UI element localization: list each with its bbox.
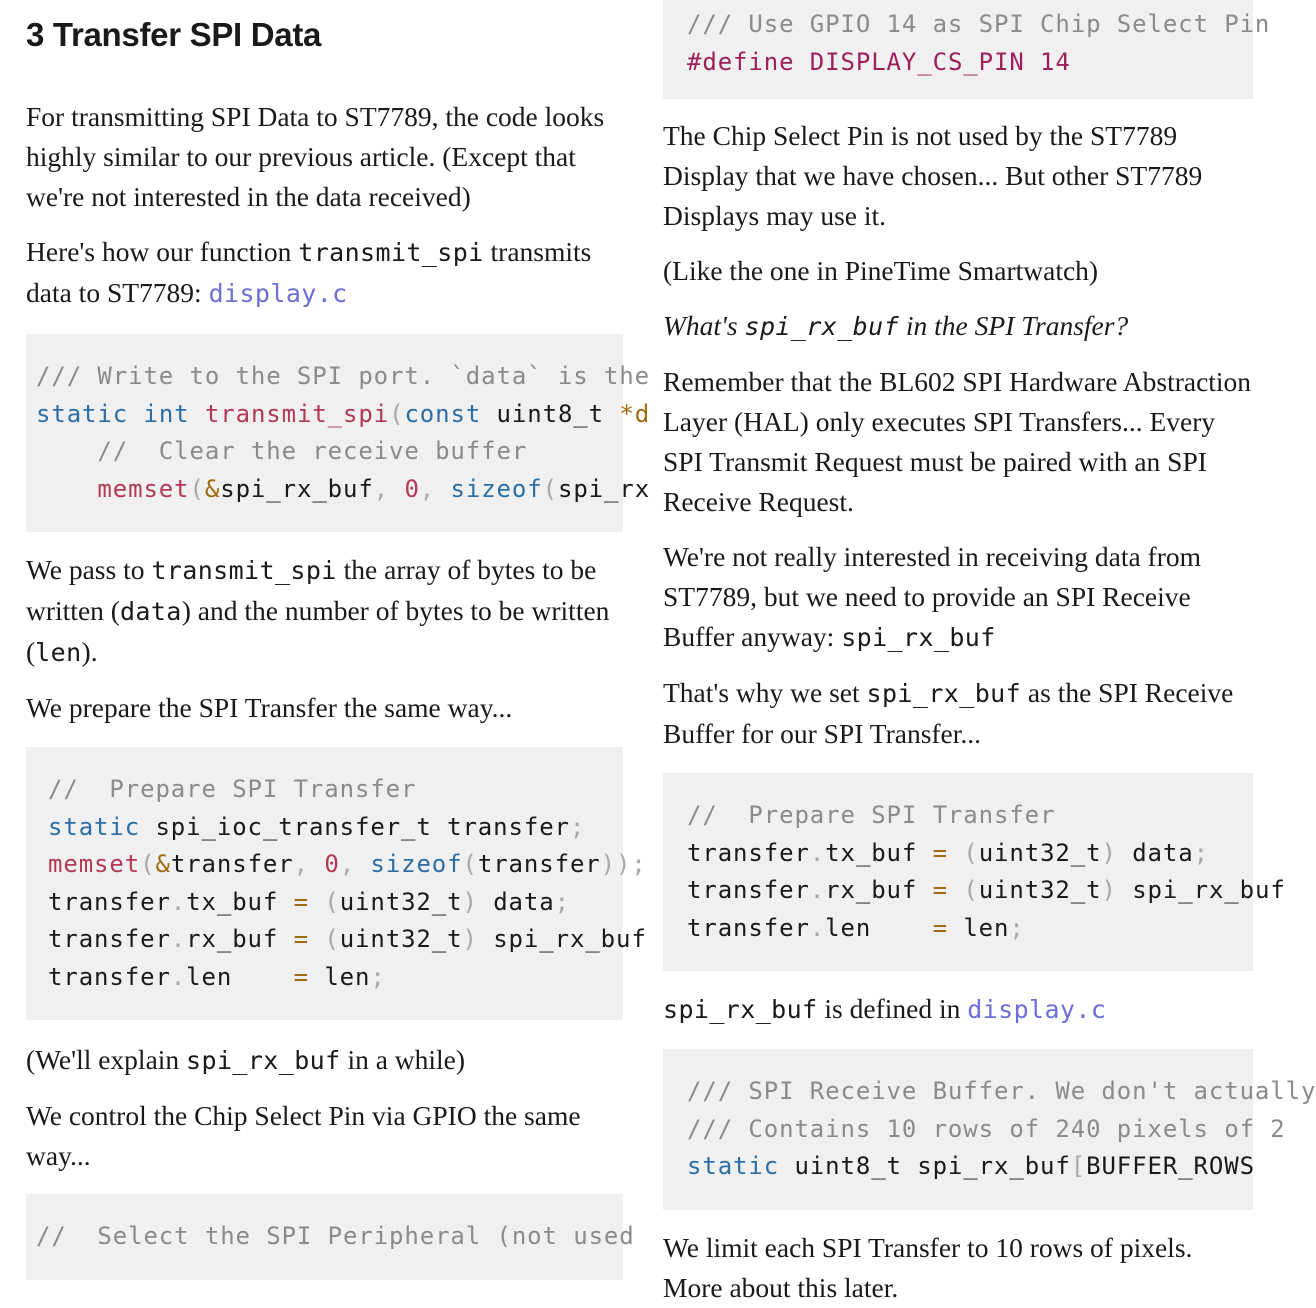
inline-code-transmit-spi: transmit_spi (298, 238, 484, 267)
code-line: /// SPI Receive Buffer. We don't actually (687, 1077, 1316, 1105)
display-c-link[interactable]: display.c (967, 995, 1107, 1024)
inline-code-spi-rx-buf: spi_rx_buf (744, 312, 900, 341)
paragraph-explain-later: (We'll explain spi_rx_buf in a while) (26, 1044, 466, 1075)
code-block-receive-buffer (663, 1049, 1316, 1210)
paragraph-hal: Remember that the BL602 SPI Hardware Abstraction Layer (HAL) only executes SPI Transfers... Every SPI Transmit Request must be paired with an SPI Receive Request. (663, 366, 1252, 517)
code-line: #define DISPLAY_CS_PIN 14 (687, 47, 1071, 76)
right-column (663, 0, 1316, 1303)
code-line: transfer.rx_buf = (uint32_t) spi_rx_buf (48, 925, 647, 953)
code-block-transmit-spi (26, 334, 651, 532)
code-line: /// Contains 10 rows of 240 pixels of 2 (687, 1114, 1286, 1143)
code-block-select-peripheral (26, 1194, 635, 1280)
code-line: transfer.rx_buf = (uint32_t) spi_rx_buf (687, 876, 1286, 904)
paragraph-prepare: We prepare the SPI Transfer the same way... (26, 692, 513, 723)
code-block-prepare-transfer (26, 747, 647, 1020)
left-column (26, 0, 651, 1268)
code-line: // Select the SPI Peripheral (not used (36, 1222, 635, 1250)
paragraph-limit: We limit each SPI Transfer to 10 rows of pixels. More about this later. (663, 1231, 1193, 1303)
code-line: transfer.tx_buf = (uint32_t) data; (687, 838, 1209, 867)
paragraph-receive-buffer: We're not really interested in receiving data from ST7789, but we need to provide an SPI Receive Buffer anyway: spi_rx_buf (663, 541, 1201, 652)
code-block-define-cs-pin (663, 0, 1271, 99)
inline-code-spi-rx-buf: spi_rx_buf (866, 679, 1022, 708)
inline-code-spi-rx-buf: spi_rx_buf (186, 1046, 341, 1075)
code-line: static uint8_t spi_rx_buf[BUFFER_ROWS (687, 1152, 1271, 1180)
inline-code-data: data (119, 597, 182, 626)
paragraph-chip-select: We control the Chip Select Pin via GPIO the same way... (26, 1100, 581, 1171)
code-line: // Prepare SPI Transfer (687, 801, 1056, 829)
paragraph-args: We pass to transmit_spi the array of bytes to be written (data) and the number of bytes to be written (len). (26, 554, 610, 667)
code-line: /// Use GPIO 14 as SPI Chip Select Pin (687, 10, 1271, 38)
code-line: static spi_ioc_transfer_t transfer; (48, 812, 586, 841)
inline-code-transmit-spi: transmit_spi (151, 556, 337, 585)
code-line: /// Write to the SPI port. `data` is the (36, 362, 650, 390)
section-heading: 3 Transfer SPI Data (26, 16, 322, 53)
paragraph-why: That's why we set spi_rx_buf as the SPI Receive Buffer for our SPI Transfer... (663, 677, 1234, 749)
inline-code-spi-rx-buf: spi_rx_buf (663, 995, 818, 1024)
code-line: memset(&spi_rx_buf, 0, sizeof(spi_rx (97, 474, 651, 503)
paragraph-intro: For transmitting SPI Data to ST7789, the code looks highly similar to our previous article. (Except that we're not interested in the data received) (26, 101, 605, 212)
code-line: // Clear the receive buffer (36, 437, 528, 465)
paragraph-pinetime: (Like the one in PineTime Smartwatch) (663, 255, 1099, 286)
code-line: transfer.len = len; (687, 913, 1025, 942)
code-line: transfer.len = len; (48, 962, 386, 991)
paragraph-cs-not-used: The Chip Select Pin is not used by the ST7789 Display that we have chosen... But other ST7789 Displays may use it. (663, 120, 1203, 231)
inline-code-spi-rx-buf: spi_rx_buf (841, 623, 996, 652)
code-line: // Prepare SPI Transfer (48, 775, 417, 803)
code-line: transfer.tx_buf = (uint32_t) data; (48, 887, 570, 916)
paragraph-defined-in: spi_rx_buf is defined in display.c (663, 993, 1107, 1024)
code-line: static int transmit_spi(const uint8_t *d (36, 399, 651, 428)
code-block-prepare-transfer (663, 773, 1286, 971)
paragraph-function: Here's how our function transmit_spi transmits data to ST7789: display.c (26, 236, 592, 308)
paragraph-question: What's spi_rx_buf in the SPI Transfer? (663, 310, 1129, 341)
inline-code-len: len (35, 638, 82, 667)
display-c-link[interactable]: display.c (208, 279, 348, 308)
code-line: memset(&transfer, 0, sizeof(transfer)); (48, 850, 647, 878)
